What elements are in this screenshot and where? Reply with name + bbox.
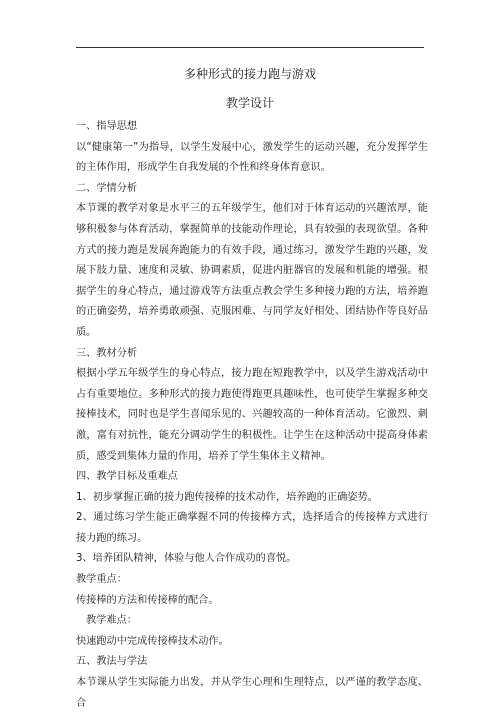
- document-body: [76, 117, 428, 714]
- document-subtitle: 教学设计: [225, 96, 274, 110]
- paragraph: 根据小学五年级学生的身心特点，接力跑在短跑教学中，以及学生游戏活动中占有重要地位。多种形式的接力跑使得跑更具趣味性，也可使学生掌握多种交接棒技术，同时也是学生喜闻乐见的、兴趣较高的一种体育活动。它激烈、刺激，富有对抗性，能充分调动学生的积极性。让学生在这种活动中提高身体素质，感受到集体力量的作用，培养了学生集体主义精神。: [76, 368, 428, 462]
- document-title: 多种形式的接力跑与游戏: [183, 67, 316, 81]
- header-rule: [76, 47, 424, 48]
- difficulty-text: 快速跑动中完成传接棒技术动作。: [76, 635, 229, 647]
- paragraph: 以“健康第一”为指导，以学生发展中心，激发学生的运动兴趣，充分发挥学生的主体作用，形成学生自我发展的个性和终身体育意识。: [76, 141, 428, 174]
- difficulty-label: 教学难点：: [86, 615, 137, 627]
- section-heading-objectives: 四、教学目标及重难点: [76, 471, 178, 483]
- paragraph: 本节课的教学对象是水平三的五年级学生，他们对于体育运动的兴趣浓厚，能够积极参与体育活动，掌握简单的技能动作理论，具有较强的表现欲望。各种方式的接力跑是发展奔跑能力的有效手段，通过练习，激发学生跑的兴趣，发展下肢力量、速度和灵敏、协调素质，促进内脏器官的发展和机能的增强。根据学生的身心特点，通过游戏等方法重点教会学生多种接力跑的方法，培养跑的正确姿势，培养勇敢顽强、克服困难、与同学友好相处、团结协作等良好品质。: [76, 203, 428, 338]
- section-heading-material-analysis: 三、教材分析: [76, 347, 138, 359]
- objective-2: 2、通过练习学生能正确掌握不同的传接棒方式，选择适合的传接棒方式进行接力跑的练习。: [76, 512, 428, 544]
- section-heading-student-analysis: 二、学情分析: [76, 182, 138, 194]
- section-heading-guiding-ideology: 一、指导思想: [76, 121, 138, 132]
- paragraph: 本节课从学生实际能力出发，并从学生心理和生理特点，以严谨的教学态度、合: [76, 677, 428, 709]
- objective-1: 1、初步掌握正确的接力跑传接棒的技术动作，培养跑的正确姿势。: [76, 491, 378, 503]
- key-point-label: 教学重点：: [76, 574, 127, 586]
- objective-3: 3、培养团队精神，体验与他人合作成功的喜悦。: [76, 553, 297, 565]
- section-heading-methods: 五、教法与学法: [76, 656, 148, 668]
- key-point-text: 传接棒的方法和传接棒的配合。: [76, 594, 219, 606]
